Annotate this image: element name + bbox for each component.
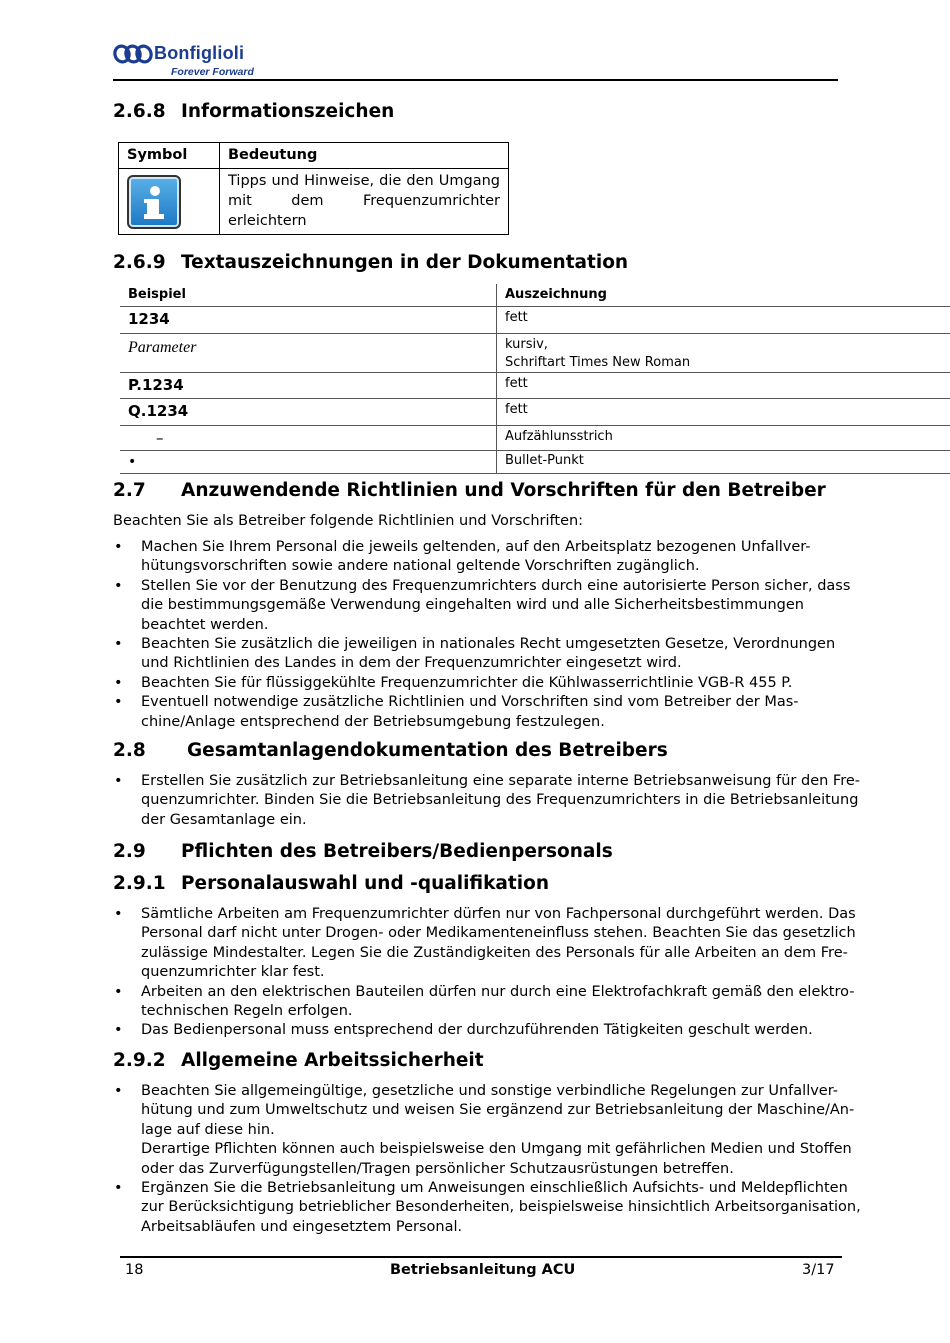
list-item-line: • Das Bedienpersonal muss entsprechend der durchzuführenden Tätigkeiten geschult werden. xyxy=(141,1022,813,1039)
list-item xyxy=(113,905,856,983)
list-item xyxy=(113,1021,856,1040)
markup-cell: fett xyxy=(505,376,528,391)
section-number: 2.8 xyxy=(113,740,146,761)
text-markup-table xyxy=(120,284,950,474)
section-title: Informationszeichen xyxy=(181,101,395,122)
meaning-cell: Tipps und Hinweise, die den Umgang mit dem Frequenzumrichter erleichtern xyxy=(220,169,509,235)
example-cell: – xyxy=(120,426,497,451)
list-item-line: chine/Anlage entsprechend der Betriebsumgebung festzulegen. xyxy=(141,713,605,730)
section-number: 2.6.9 xyxy=(113,252,166,273)
list-item xyxy=(113,674,850,693)
table-row xyxy=(120,334,950,373)
list-item xyxy=(113,538,850,577)
list-item-line: • Sämtliche Arbeiten am Frequenzumrichter dürfen nur von Fachpersonal durchgeführt werden. Das xyxy=(141,906,856,922)
symbol-cell xyxy=(119,169,220,235)
section-number: 2.6.8 xyxy=(113,101,166,122)
page-number: 18 xyxy=(125,1262,144,1278)
section-title: Personalauswahl und -qualifikation xyxy=(181,873,549,894)
table-row xyxy=(120,373,950,399)
section-number: 2.9.1 xyxy=(113,873,166,894)
list-item-line: • Ergänzen Sie die Betriebsanleitung um Anweisungen einschließlich Aufsichts- und Meldepflichten xyxy=(141,1180,848,1197)
section-title: Textauszeichnungen in der Dokumentation xyxy=(181,252,629,273)
markup-cell: Aufzählunsstrich xyxy=(505,429,613,444)
list-item-line: • Eventuell notwendige zusätzliche Richtlinien und Vorschriften sind vom Betreiber der Mas- xyxy=(141,694,799,711)
document-version: 3/17 xyxy=(802,1262,835,1278)
bullet-list xyxy=(113,538,850,732)
col-markup-header: Auszeichnung xyxy=(505,287,607,302)
list-item-line: zulässige Mindestalter. Legen Sie die Zuständigkeiten des Personals für alle Arbeiten an dem Fre- xyxy=(141,944,848,961)
table-row xyxy=(120,399,950,426)
markup-line: kursiv, xyxy=(505,337,548,352)
markup-cell: fett xyxy=(505,310,528,325)
list-item-line: • Machen Sie Ihrem Personal die jeweils geltenden, auf den Arbeitsplatz bezogenen Unfallver- xyxy=(141,539,811,555)
document-title: Betriebsanleitung ACU xyxy=(390,1262,576,1278)
table-row xyxy=(120,426,950,451)
example-cell: Parameter xyxy=(120,334,497,373)
markup-cell: fett xyxy=(505,402,528,417)
list-item xyxy=(113,635,850,674)
table-row xyxy=(119,169,509,235)
bullet-list xyxy=(113,1082,861,1237)
brand-name: Bonfiglioli xyxy=(154,43,245,63)
list-item xyxy=(113,1179,861,1237)
list-item-line: zur Berücksichtigung betrieblicher Besonderheiten, beispielsweise hinsichtlich Arbeitsorganisation, xyxy=(141,1199,861,1216)
example-cell: Q.1234 xyxy=(120,399,497,426)
markup-cell: Bullet-Punkt xyxy=(505,453,584,468)
list-item-line: • Erstellen Sie zusätzlich zur Betriebsanleitung eine separate interne Betriebsanweisung für den Fre- xyxy=(141,773,860,789)
list-item-line: der Gesamtanlage ein. xyxy=(141,811,307,828)
table-header-row xyxy=(120,284,950,307)
table-row xyxy=(120,451,950,474)
markup-line: Schriftart Times New Roman xyxy=(505,355,691,370)
section-number: 2.9 xyxy=(113,841,146,862)
list-item xyxy=(113,983,856,1022)
example-cell: 1234 xyxy=(120,307,497,334)
markup-cell xyxy=(497,334,950,373)
list-item-line: quenzumrichter klar fest. xyxy=(141,964,325,981)
list-item-line: Arbeitsabläufen und eingesetztem Personal. xyxy=(141,1218,463,1235)
list-item-line: quenzumrichter. Binden Sie die Betriebsanleitung des Frequenzumrichters in die Betriebsanleitung xyxy=(141,792,859,809)
list-item-line: • Stellen Sie vor der Benutzung des Frequenzumrichters durch eine autorisierte Person sicher, dass xyxy=(141,577,851,594)
list-item-line: und Richtlinien des Landes in dem der Frequenzumrichter eingesetzt wird. xyxy=(141,655,682,672)
list-item-line: • Beachten Sie zusätzlich die jeweiligen in nationales Recht umgesetzten Gesetze, Verordnungen xyxy=(141,636,836,653)
list-item-line: hütung und zum Umweltschutz und weisen Sie ergänzend zur Betriebsanleitung der Maschine/An- xyxy=(141,1102,855,1119)
list-item-line: Personal darf nicht unter Drogen- oder Medikamenteneinfluss stehen. Beachten Sie das gesetzlich xyxy=(141,925,856,942)
list-item-line: die bestimmungsgemäße Verwendung eingehalten wird und alle Sicherheitsbestimmungen xyxy=(141,597,804,614)
section-title: Allgemeine Arbeitssicherheit xyxy=(181,1050,484,1071)
list-item-line: hütungsvorschriften sowie andere national geltende Vorschriften zugänglich. xyxy=(141,558,700,575)
list-item xyxy=(113,693,850,732)
col-example-header: Beispiel xyxy=(120,284,497,307)
col-meaning-header: Bedeutung xyxy=(220,143,509,169)
example-cell: P.1234 xyxy=(120,373,497,399)
list-item-line: lage auf diese hin. xyxy=(141,1121,275,1138)
table-header-row xyxy=(119,143,509,169)
list-item-line: Derartige Pflichten können auch beispielsweise den Umgang mit gefährlichen Medien und Stoffen xyxy=(141,1141,852,1158)
list-item-line: • Arbeiten an den elektrischen Bauteilen dürfen nur durch eine Elektrofachkraft gemäß den elektro- xyxy=(141,983,855,1000)
header-rule xyxy=(113,79,838,81)
section-number: 2.7 xyxy=(113,480,146,501)
bullet-list xyxy=(113,905,856,1041)
list-item xyxy=(113,772,860,830)
list-item-line: oder das Zurverfügungstellen/Tragen persönlicher Schutzausrüstungen betreffen. xyxy=(141,1160,734,1177)
section-number: 2.9.2 xyxy=(113,1050,166,1071)
list-item xyxy=(113,577,850,635)
col-symbol-header: Symbol xyxy=(119,143,220,169)
bullet-list xyxy=(113,772,860,830)
list-item-line: • Beachten Sie allgemeingültige, gesetzliche und sonstige verbindliche Regelungen zur Unfallver- xyxy=(141,1083,838,1099)
example-cell: • xyxy=(120,451,497,474)
table-row xyxy=(120,307,950,334)
info-symbol-table xyxy=(118,142,509,235)
info-icon xyxy=(127,175,181,229)
footer-rule xyxy=(120,1256,842,1258)
section-title: Pflichten des Betreibers/Bedienpersonals xyxy=(181,841,613,862)
list-item-line: technischen Regeln erfolgen. xyxy=(141,1003,353,1020)
list-item-line: • Beachten Sie für flüssiggekühlte Frequenzumrichter die Kühlwasserrichtlinie VGB-R 455 P. xyxy=(141,674,793,691)
list-item-line: beachtet werden. xyxy=(141,616,269,633)
list-item xyxy=(113,1082,861,1179)
brand-tagline: Forever Forward xyxy=(171,66,254,78)
section-title: Anzuwendende Richtlinien und Vorschriften für den Betreiber xyxy=(181,480,826,501)
section-title: Gesamtanlagendokumentation des Betreibers xyxy=(187,740,668,761)
intro-paragraph: Beachten Sie als Betreiber folgende Richtlinien und Vorschriften: xyxy=(113,513,584,529)
